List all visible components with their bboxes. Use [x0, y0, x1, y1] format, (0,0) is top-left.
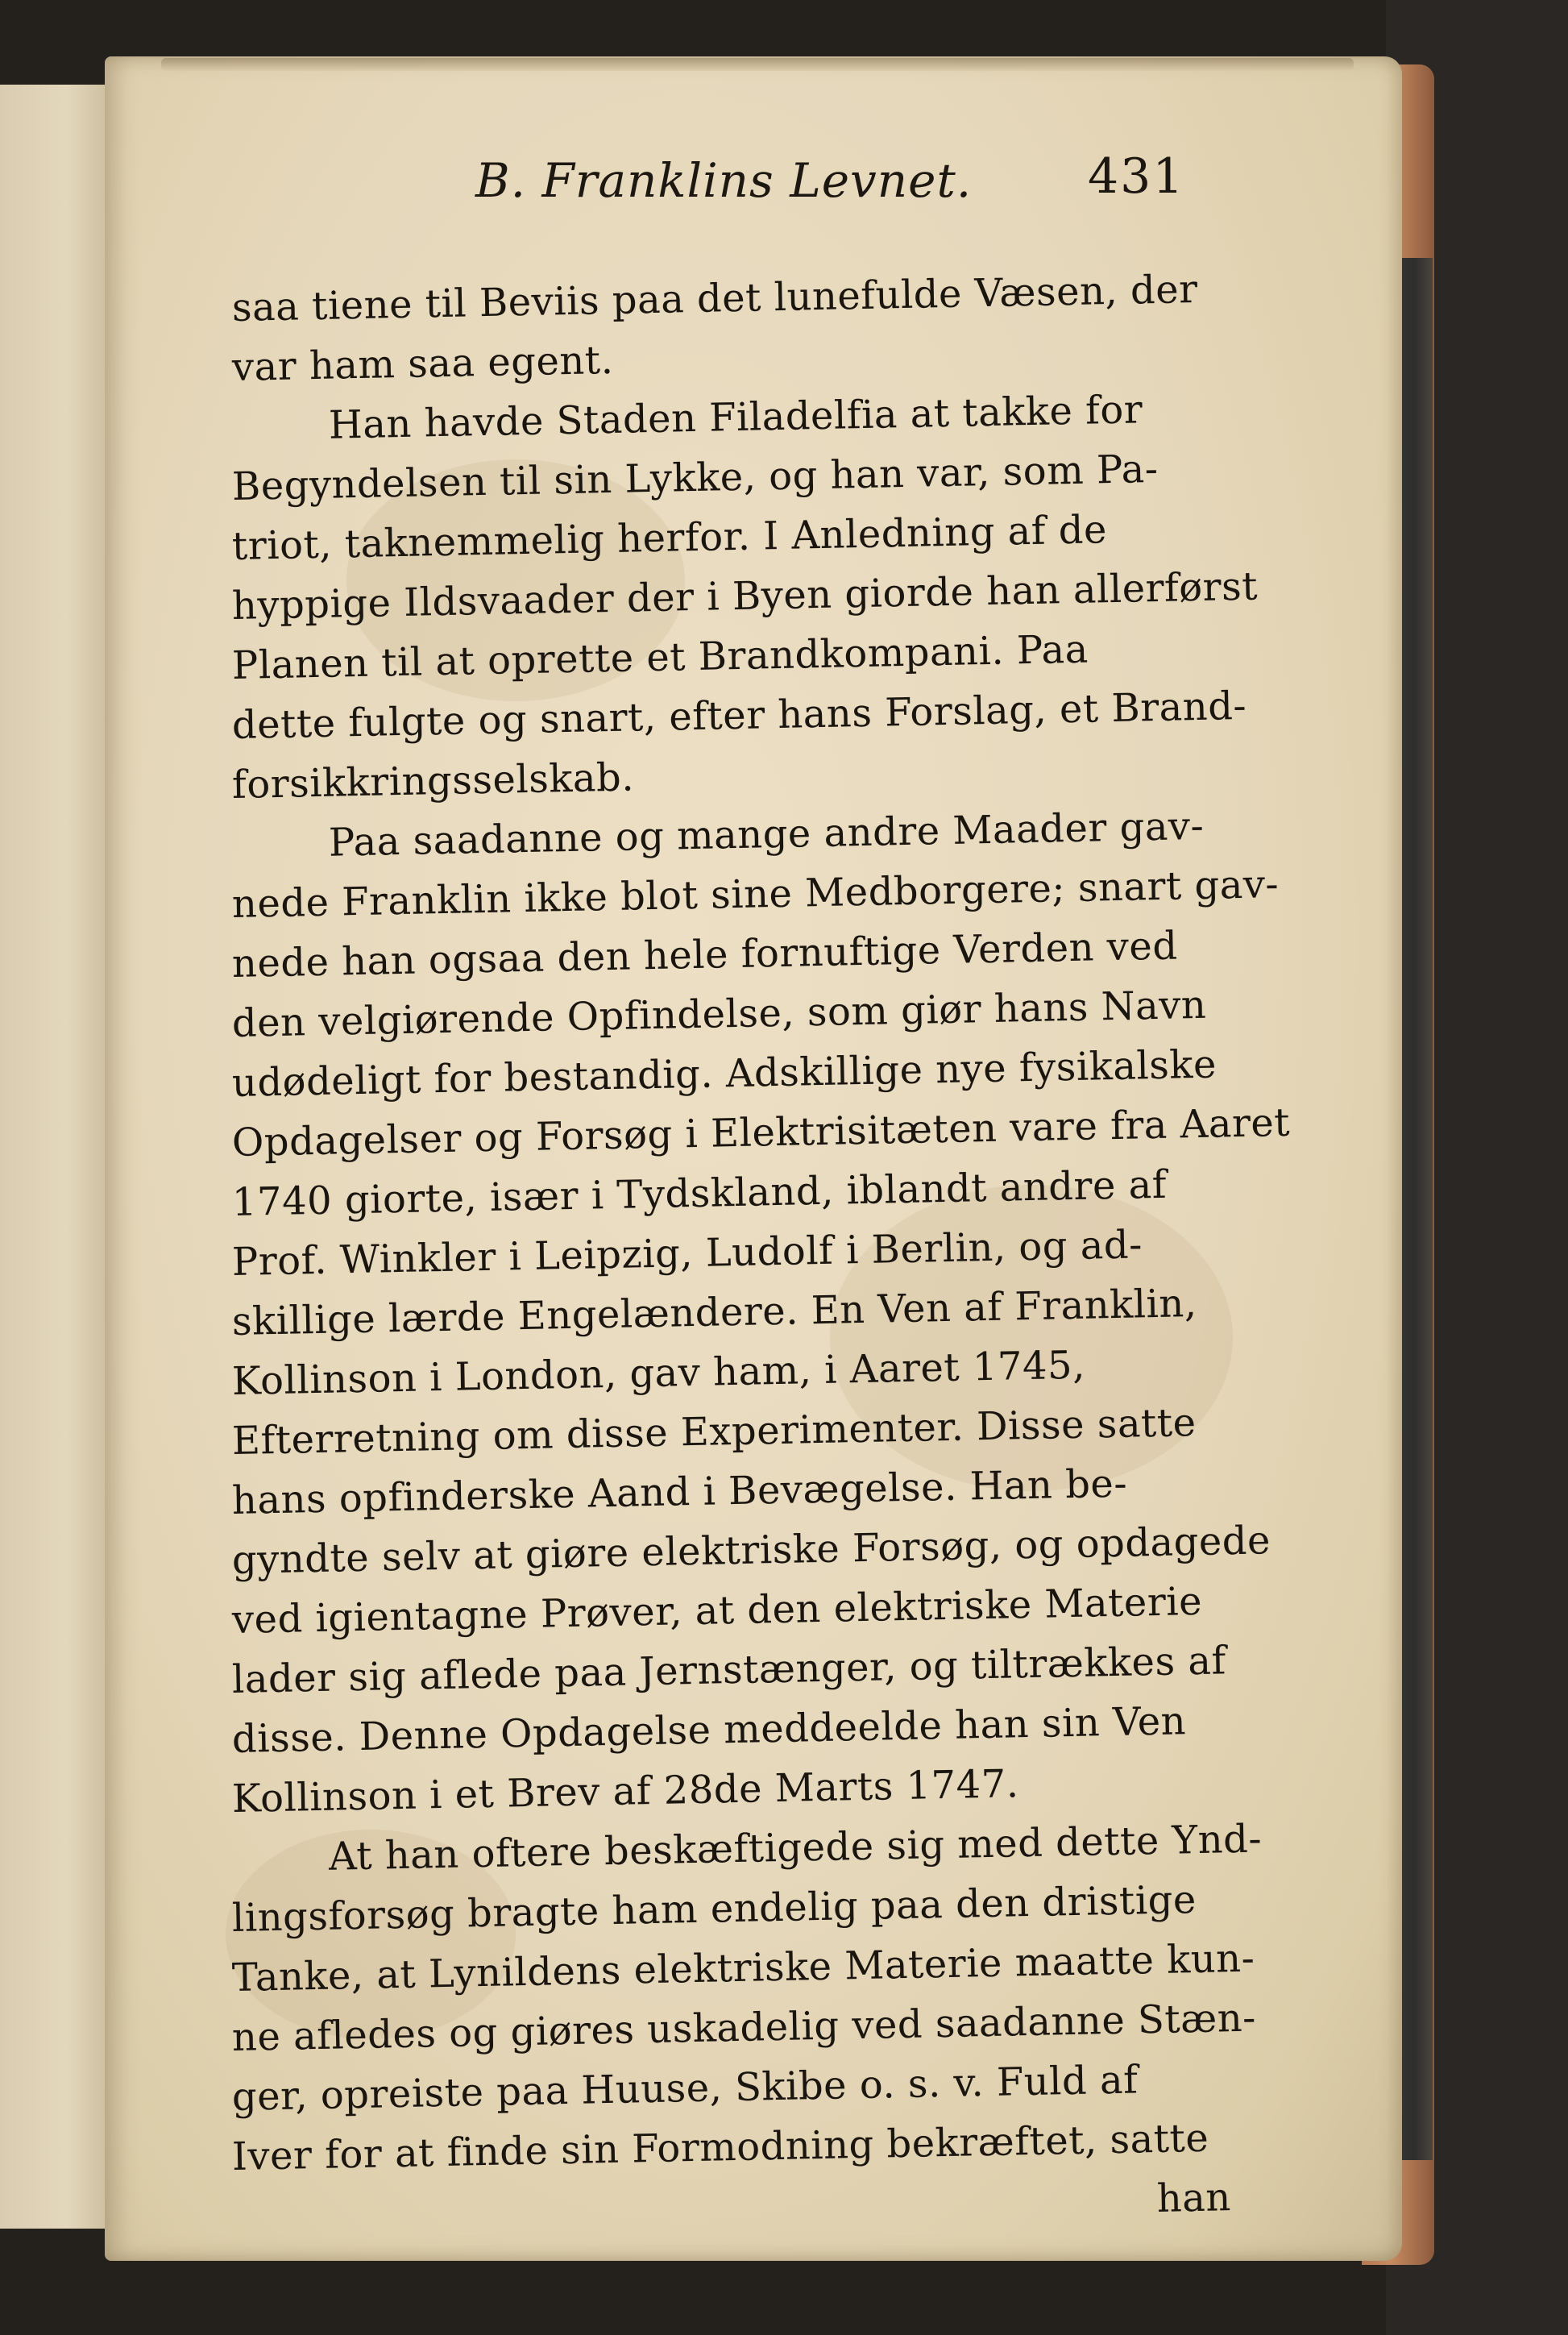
text-line: skillige lærde Engelændere. En Ven af Franklin,: [231, 1281, 1198, 1344]
text-line: ger, opreiste paa Huuse, Skibe o. s. v. Fuld af: [231, 2057, 1139, 2120]
text-line: triot, taknemmelig herfor. I Anledning af de: [231, 507, 1108, 569]
text-line: saa tiene til Beviis paa det lunefulde Væsen, der: [231, 266, 1199, 330]
text-line: Prof. Winkler i Leipzig, Ludolf i Berlin, og ad-: [231, 1222, 1143, 1285]
text-line: gyndte selv at giøre elektriske Forsøg, og opdagede: [231, 1518, 1271, 1583]
text-line: dette fulgte og snart, efter hans Forslag, et Brand-: [231, 683, 1247, 748]
text-line: den velgiørende Opfindelse, som giør hans Navn: [231, 982, 1207, 1046]
facing-page-edge: [0, 85, 121, 2229]
text-line: Efterretning om disse Experimenter. Disse satte: [231, 1400, 1197, 1464]
text-line: Tanke, at Lynildens elektriske Materie maatte kun-: [231, 1935, 1255, 2001]
text-line: Kollinson i London, gav ham, i Aaret 1745,: [231, 1342, 1086, 1404]
text-line: lader sig aflede paa Jernstænger, og tiltrækkes af: [231, 1638, 1227, 1702]
text-line: lingsforsøg bragte ham endelig paa den dristige: [231, 1877, 1197, 1941]
catchword: han: [1156, 2175, 1232, 2221]
text-line: 1740 giorte, især i Tydskland, iblandt andre af: [231, 1161, 1168, 1225]
text-line: Kollinson i et Brev af 28de Marts 1747.: [231, 1761, 1019, 1822]
text-line: At han oftere beskæftigede sig med dette Ynd-: [328, 1816, 1263, 1880]
text-line: hans opfinderske Aand i Bevægelse. Han be-: [231, 1460, 1128, 1523]
text-line: ne afledes og giøres uskadelig ved saadanne Stæn-: [231, 1995, 1257, 2060]
text-line: nede han ogsaa den hele fornuftige Verden ved: [231, 923, 1179, 987]
text-line: hyppige Ildsvaader der i Byen giorde han allerførst: [231, 563, 1259, 629]
running-title: B. Franklins Levnet.: [475, 153, 973, 208]
body-text: [231, 266, 1291, 2246]
text-line: Begyndelsen til sin Lykke, og han var, som Pa-: [231, 446, 1159, 509]
text-line: Paa saadanne og mange andre Maader gav-: [328, 803, 1205, 866]
text-line: Opdagelser og Forsøg i Elektrisitæten vare fra Aaret: [231, 1099, 1291, 1165]
text-line: ved igientagne Prøver, at den elektriske Materie: [231, 1578, 1203, 1643]
text-line: forsikkringsselskab.: [231, 754, 635, 808]
text-line: Planen til at oprette et Brandkompani. Paa: [231, 626, 1089, 688]
text-line: Iver for at finde sin Formodning bekræftet, satte: [231, 2115, 1209, 2179]
text-line: disse. Denne Opdagelse meddeelde han sin Ven: [231, 1698, 1187, 1762]
text-line: Han havde Staden Filadelfia at takke for: [328, 387, 1143, 448]
text-line: nede Franklin ikke blot sine Medborgere; snart gav-: [231, 862, 1280, 927]
page-number: 431: [1088, 148, 1185, 205]
page-top-edge: [161, 58, 1354, 71]
text-line: udødeligt for bestandig. Adskillige nye fysikalske: [231, 1041, 1217, 1106]
text-line: var ham saa egent.: [231, 337, 614, 390]
